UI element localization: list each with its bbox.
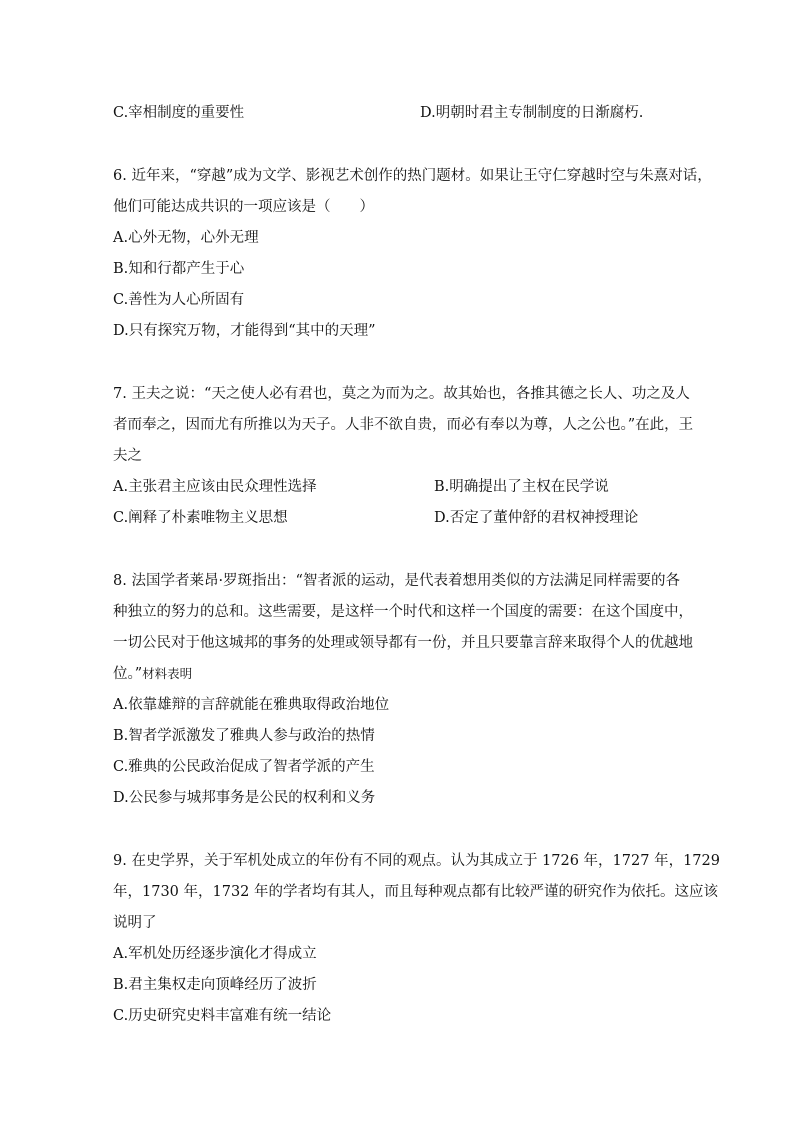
q9-option-c: C.历史研究史料丰富难有统一结论 — [113, 1008, 332, 1024]
q7-option-a: A.主张君主应该由民众理性选择 — [113, 479, 317, 495]
q9-stem-line2: 年，1730 年，1732 年的学者均有其人，而且每种观点都有比较严谨的研究作为依托。这应该 — [113, 884, 719, 900]
q8-option-a: A.依靠雄辩的言辞就能在雅典取得政治地位 — [113, 697, 390, 713]
q8-stem-line4-small: 材料表明 — [142, 666, 193, 681]
q7-option-d: D.否定了董仲舒的君权神授理论 — [434, 510, 639, 526]
q5-option-d: D.明朝时君主专制制度的日渐腐朽. — [420, 105, 644, 121]
q8-stem-line4 — [113, 664, 192, 684]
q8-option-c: C.雅典的公民政治促成了智者学派的产生 — [113, 759, 375, 775]
q6-option-a: A.心外无物，心外无理 — [113, 230, 259, 246]
q7-option-c: C.阐释了朴素唯物主义思想 — [113, 510, 288, 526]
q7-stem-line3: 夫之 — [113, 448, 142, 464]
q6-option-d: D.只有探究万物，才能得到“其中的天理” — [113, 323, 376, 339]
q5-option-c: C.宰相制度的重要性 — [113, 105, 245, 121]
q6-stem-line1: 6. 近年来，“穿越”成为文学、影视艺术创作的热门题材。如果让王守仁穿越时空与朱熹对话， — [113, 168, 712, 184]
q6-stem-line2: 他们可能达成共识的一项应该是（ ） — [113, 199, 374, 215]
q8-option-d: D.公民参与城邦事务是公民的权利和义务 — [113, 790, 376, 806]
q7-option-b: B.明确提出了主权在民学说 — [434, 479, 609, 495]
q8-stem-line2: 种独立的努力的总和。这些需要，是这样一个时代和这样一个国度的需要：在这个国度中， — [113, 604, 693, 620]
q9-stem-line3: 说明了 — [113, 915, 157, 931]
q7-stem-line1: 7. 王夫之说：“天之使人必有君也，莫之为而为之。故其始也，各推其德之长人、功之及人 — [113, 386, 690, 402]
q6-option-c: C.善性为人心所固有 — [113, 292, 245, 308]
q9-option-b: B.君主集权走向顶峰经历了波折 — [113, 977, 317, 993]
q7-stem-line2: 者而奉之，因而尤有所推以为天子。人非不欲自贵，而必有奉以为尊，人之公也。”在此，王 — [113, 417, 694, 433]
q6-option-b: B.知和行都产生于心 — [113, 261, 245, 277]
q8-stem-line1: 8. 法国学者莱昂·罗斑指出：“智者派的运动，是代表着想用类似的方法满足同样需要的各 — [113, 573, 680, 589]
q9-option-a: A.军机处历经逐步演化才得成立 — [113, 946, 317, 962]
q8-option-b: B.智者学派激发了雅典人参与政治的热情 — [113, 728, 375, 744]
q8-stem-line4-main: 位。” — [113, 666, 143, 682]
q9-stem-line1: 9. 在史学界，关于军机处成立的年份有不同的观点。认为其成立于 1726 年，1727 年，1729 — [113, 853, 720, 869]
q8-stem-line3: 一切公民对于他这城邦的事务的处理或领导都有一份，并且只要靠言辞来取得个人的优越地 — [113, 635, 693, 651]
